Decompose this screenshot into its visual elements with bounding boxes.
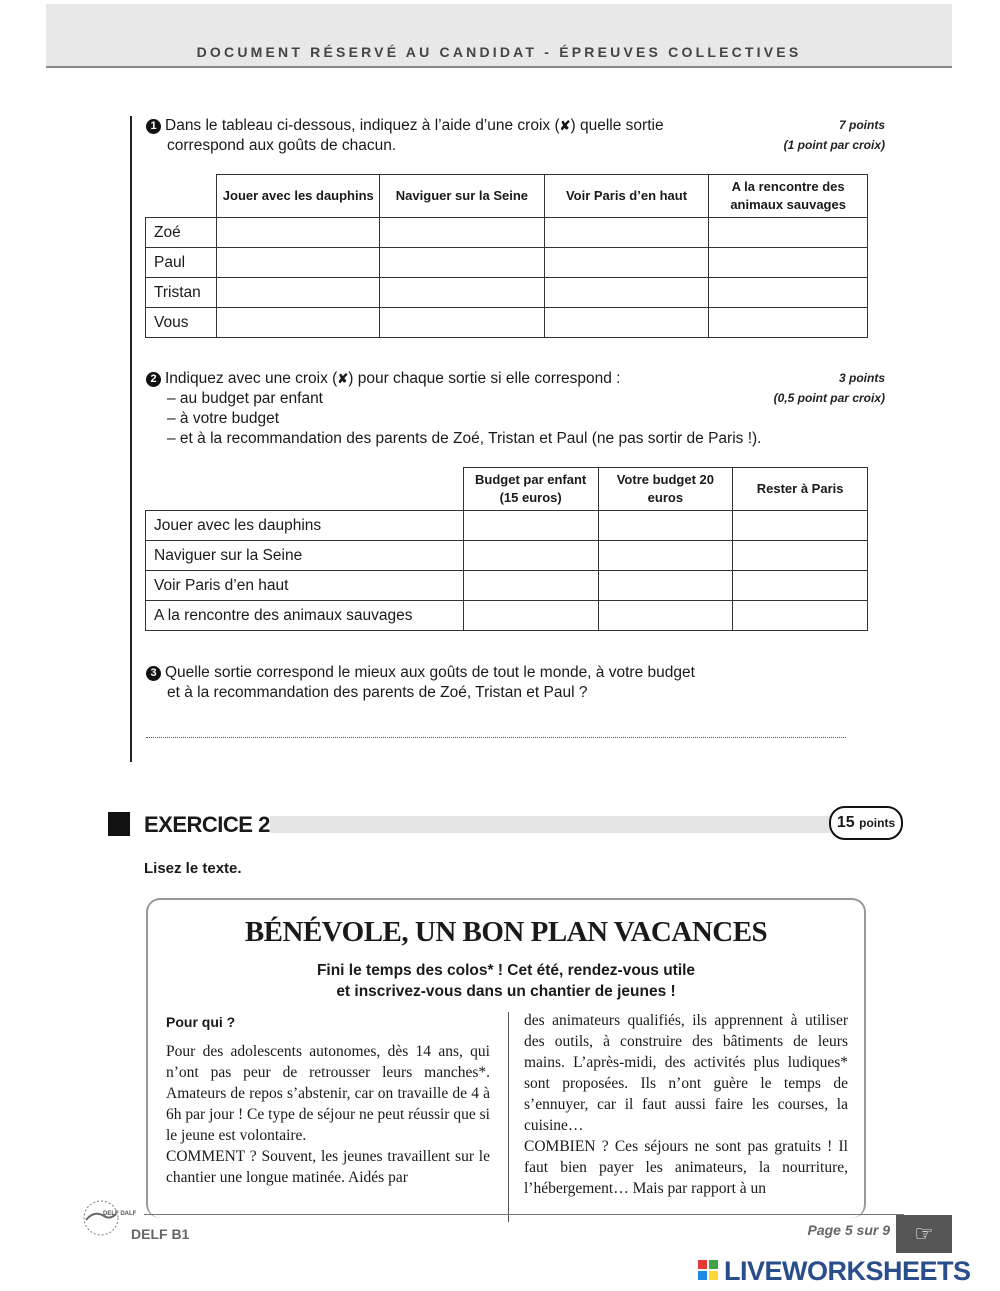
- row-label: Voir Paris d’en haut: [146, 571, 464, 601]
- answer-cell[interactable]: [598, 571, 733, 601]
- question-number-2: 2: [146, 372, 161, 387]
- row-label: A la rencontre des animaux sauvages: [146, 601, 464, 631]
- table-row: [146, 218, 868, 248]
- footer-exam-level: DELF B1: [131, 1226, 190, 1242]
- article-paragraph: Pour des adolescents autonomes, dès 14 ans, qui n’ont pas peur de retrousser leurs manches*. Amateurs de repos s’abstenir, car on travaille de 4 à 6h par jour ! Ce type de séjour ne peut réussir que si le jeune est volontaire.: [166, 1043, 490, 1144]
- margin-rule: [130, 116, 132, 762]
- answer-cell[interactable]: [544, 278, 709, 308]
- table-row: [146, 571, 868, 601]
- article-paragraph: COMMENT ? Souvent, les jeunes travaillent sur le chantier une longue matinée. Aidés par: [166, 1148, 490, 1186]
- answer-cell[interactable]: [544, 308, 709, 338]
- brand-square-icon: [698, 1260, 707, 1269]
- pointing-hand-icon: ☞: [896, 1215, 952, 1253]
- answer-cell[interactable]: [380, 248, 545, 278]
- table-row: [146, 248, 868, 278]
- article-paragraph: COMBIEN ? Ces séjours ne sont pas gratuits ! Il faut bien payer les animateurs, la nourriture, l’hébergement… Mais par rapport à un: [524, 1138, 848, 1197]
- question-1: [146, 116, 786, 156]
- table-budget: [145, 467, 868, 631]
- footer-rule: [144, 1214, 904, 1215]
- question-number-3: 3: [146, 666, 161, 681]
- q1-text-start: Dans le tableau ci-dessous, indiquez à l’aide d’une croix (: [165, 117, 560, 134]
- q2-points-detail: (0,5 point par croix): [773, 391, 885, 405]
- exercise-title: EXERCICE 2: [144, 812, 270, 837]
- page-number: Page 5 sur 9: [807, 1222, 890, 1238]
- table-corner: [146, 175, 217, 218]
- q2-text-start: Indiquez avec une croix (: [165, 370, 338, 387]
- column-header: Naviguer sur la Seine: [380, 175, 545, 218]
- article-column-left: [166, 1012, 490, 1188]
- brand-square-icon: [709, 1271, 718, 1280]
- column-header: Jouer avec les dauphins: [217, 175, 380, 218]
- answer-line[interactable]: [146, 737, 846, 738]
- table-row: [146, 541, 868, 571]
- answer-cell[interactable]: [463, 601, 598, 631]
- answer-cell[interactable]: [598, 511, 733, 541]
- brand-name: LIVEWORKSHEETS: [724, 1256, 971, 1286]
- table-row: [146, 278, 868, 308]
- column-header: Budget par enfant (15 euros): [463, 468, 598, 511]
- row-label: Tristan: [146, 278, 217, 308]
- logo-text: DELF DALF: [103, 1211, 137, 1217]
- q1-points-detail: (1 point par croix): [783, 138, 885, 152]
- column-header: Voir Paris d’en haut: [544, 175, 709, 218]
- answer-cell[interactable]: [598, 601, 733, 631]
- column-divider: [508, 1012, 509, 1222]
- answer-cell[interactable]: [544, 248, 709, 278]
- answer-cell[interactable]: [217, 248, 380, 278]
- q2-points: 3 points: [838, 371, 885, 385]
- row-label: Paul: [146, 248, 217, 278]
- answer-cell[interactable]: [217, 218, 380, 248]
- q1-points: 7 points: [838, 118, 885, 132]
- answer-cell[interactable]: [733, 571, 868, 601]
- exercise-bar: [270, 816, 830, 833]
- q2-item: – et à la recommandation des parents de Zoé, Tristan et Paul (ne pas sortir de Paris !).: [167, 430, 762, 447]
- answer-cell[interactable]: [380, 278, 545, 308]
- table-row: [146, 601, 868, 631]
- article-subtitle-line-1: Fini le temps des colos* ! Cet été, rendez-vous utile: [316, 962, 696, 979]
- table-header-row: [146, 175, 868, 218]
- answer-cell[interactable]: [709, 308, 868, 338]
- answer-cell[interactable]: [380, 218, 545, 248]
- answer-cell[interactable]: [463, 571, 598, 601]
- table-corner: [146, 468, 464, 511]
- header-rule: [46, 66, 952, 68]
- q2-text-end: ) pour chaque sortie si elle correspond :: [348, 370, 621, 387]
- row-label: Naviguer sur la Seine: [146, 541, 464, 571]
- answer-cell[interactable]: [709, 248, 868, 278]
- exercise-points-badge: [829, 806, 903, 840]
- article-title: BÉNÉVOLE, UN BON PLAN VACANCES: [244, 916, 768, 948]
- answer-cell[interactable]: [463, 541, 598, 571]
- article-subtitle-line-2: et inscrivez-vous dans un chantier de jeunes !: [336, 983, 676, 1000]
- table-row: [146, 511, 868, 541]
- answer-cell[interactable]: [709, 278, 868, 308]
- delf-dalf-logo: [76, 1198, 137, 1238]
- article-subtitle: [148, 960, 864, 1002]
- table-row: [146, 308, 868, 338]
- answer-cell[interactable]: [733, 601, 868, 631]
- answer-cell[interactable]: [709, 218, 868, 248]
- exercise-points-number: 15: [836, 814, 855, 831]
- answer-cell[interactable]: [217, 308, 380, 338]
- q1-text-end: ) quelle sortie: [570, 117, 664, 134]
- column-header: A la rencontre des animaux sauvages: [709, 175, 868, 218]
- column-header: Votre budget 20 euros: [598, 468, 733, 511]
- question-number-1: 1: [146, 119, 161, 134]
- answer-cell[interactable]: [463, 511, 598, 541]
- column-header: Rester à Paris: [733, 468, 868, 511]
- article-box: [146, 898, 866, 1218]
- question-3: [146, 663, 866, 703]
- q1-line-2: correspond aux goûts de chacun.: [167, 137, 397, 154]
- exercise-instruction: Lisez le texte.: [144, 860, 242, 877]
- table-header-row: [146, 468, 868, 511]
- table-tastes: [145, 174, 868, 338]
- row-label: Jouer avec les dauphins: [146, 511, 464, 541]
- article-paragraph: des animateurs qualifiés, ils apprennent à utiliser des outils, à construire des bâtiments de leurs mains. L’après-midi, des activités plus ludiques* sont proposées. Ils n’ont guère le temps de s’ennuyer, car il faut aussi faire les courses, la cuisine…: [524, 1012, 848, 1134]
- answer-cell[interactable]: [733, 541, 868, 571]
- brand-square-icon: [709, 1260, 718, 1269]
- q2-item: – à votre budget: [167, 410, 280, 427]
- cross-icon: ✘: [559, 118, 571, 133]
- brand-square-icon: [698, 1271, 707, 1280]
- answer-cell[interactable]: [544, 218, 709, 248]
- article-heading: Pour qui ?: [166, 1014, 236, 1030]
- header-title: DOCUMENT RÉSERVÉ AU CANDIDAT - ÉPREUVES COLLECTIVES: [196, 44, 802, 60]
- cross-icon: ✘: [337, 371, 349, 386]
- row-label: Zoé: [146, 218, 217, 248]
- q3-line-2: et à la recommandation des parents de Zoé, Tristan et Paul ?: [167, 684, 588, 701]
- answer-cell[interactable]: [733, 511, 868, 541]
- article-column-right: [524, 1010, 848, 1199]
- exercise-marker: [108, 812, 130, 836]
- answer-cell[interactable]: [380, 308, 545, 338]
- row-label: Vous: [146, 308, 217, 338]
- answer-cell[interactable]: [217, 278, 380, 308]
- exercise-points-word: points: [859, 816, 896, 830]
- q3-line-1: Quelle sortie correspond le mieux aux goûts de tout le monde, à votre budget: [165, 664, 695, 681]
- q2-item: – au budget par enfant: [167, 390, 323, 407]
- answer-cell[interactable]: [598, 541, 733, 571]
